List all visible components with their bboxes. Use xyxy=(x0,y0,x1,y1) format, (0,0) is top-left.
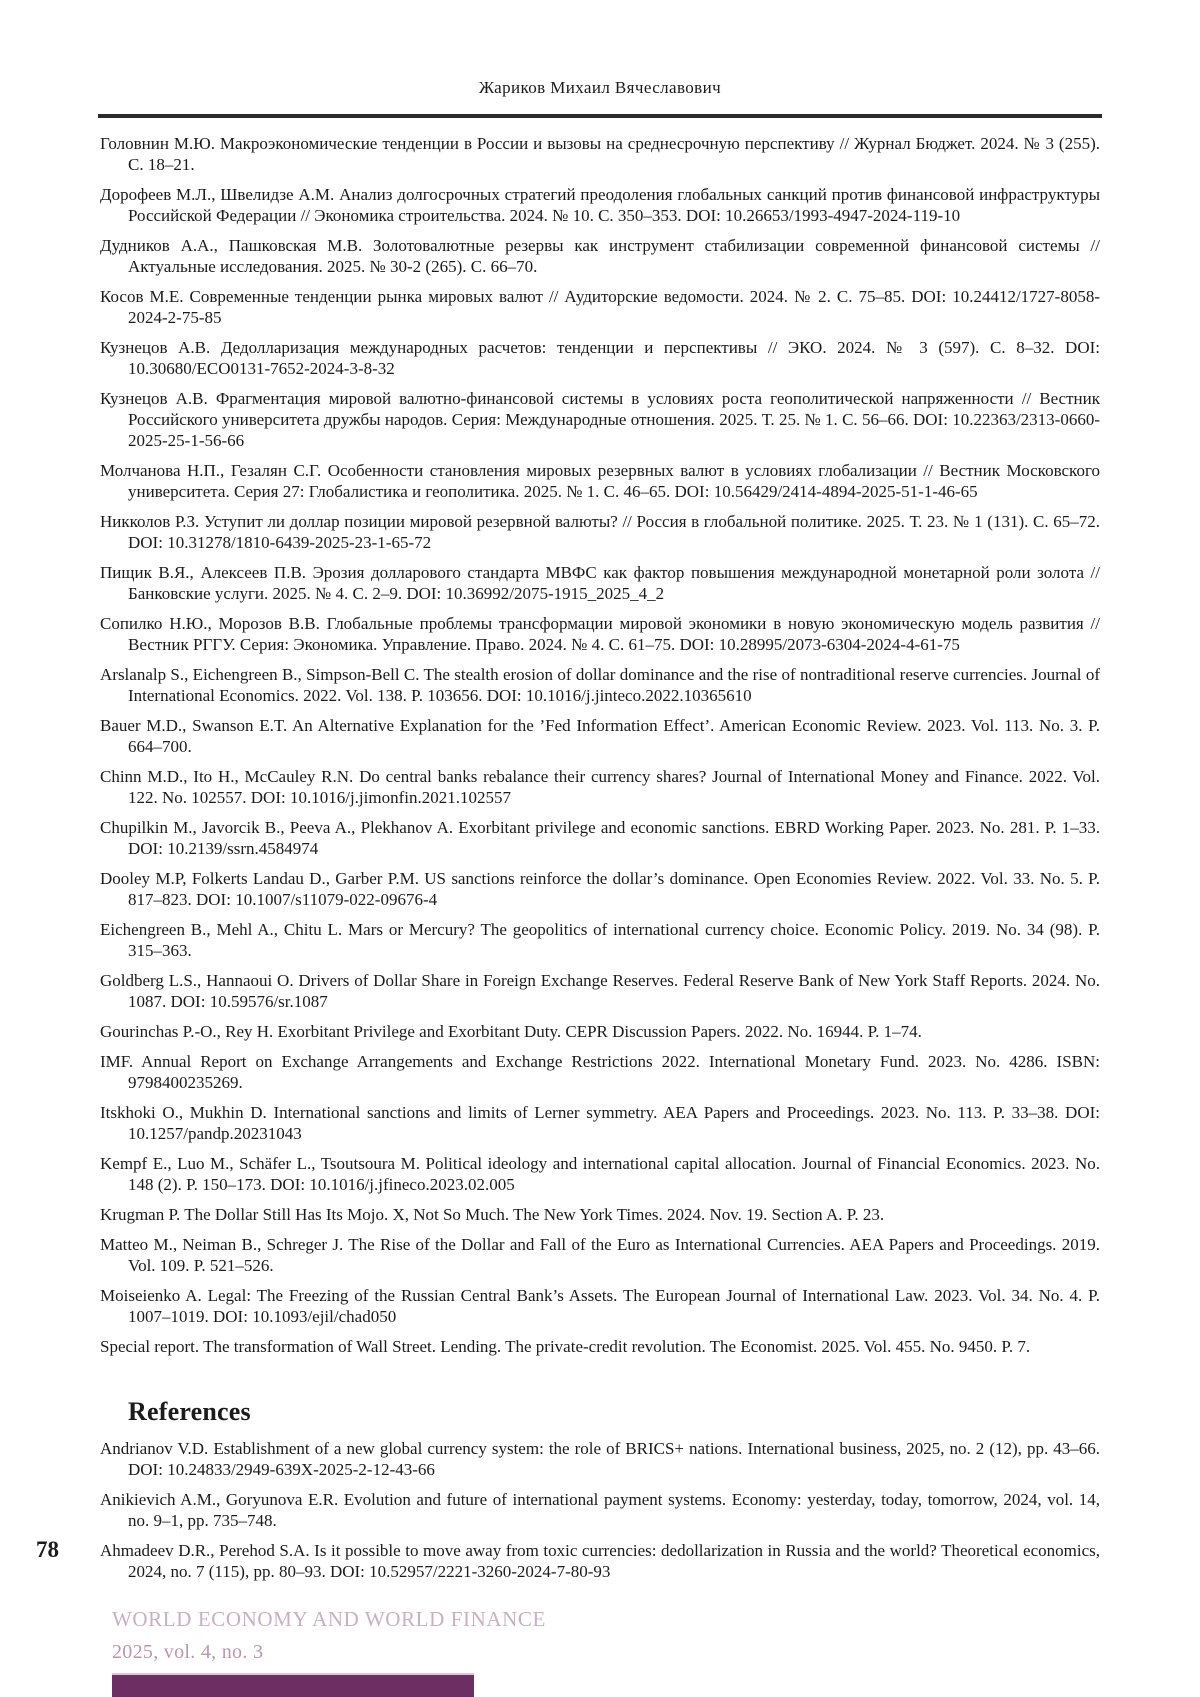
running-head-author: Жариков Михаил Вячеславович xyxy=(478,78,722,97)
reference-entry: Кузнецов А.В. Дедолларизация международных расчетов: тенденции и перспективы // ЭКО. 2024. № 3 (597). С. 8–32. DOI: 10.30680/ECO0131-7652-2024-3-8-32 xyxy=(100,337,1100,378)
reference-entry: Kempf E., Luo M., Schäfer L., Tsoutsoura M. Political ideology and international capital allocation. Journal of Financial Economics. 2023. No. 148 (2). P. 150–173. DOI: 10.1016/j.jfineco.2023.02.005 xyxy=(100,1153,1100,1194)
reference-entry: Ahmadeev D.R., Perehod S.A. Is it possible to move away from toxic currencies: dedollarization in Russia and the world? Theoretical economics, 2024, no. 7 (115), pp. 80–93. DOI: 10.52957/2221-3260-2024-7-80-93 xyxy=(100,1540,1100,1581)
footer-accent-bar xyxy=(112,1673,474,1697)
reference-entry: Косов М.Е. Современные тенденции рынка мировых валют // Аудиторские ведомости. 2024. № 2. С. 75–85. DOI: 10.24412/1727-8058-2024-2-75-85 xyxy=(100,286,1100,327)
reference-entry: Сопилко Н.Ю., Морозов В.В. Глобальные проблемы трансформации мировой экономики в новую экономическую модель развития // Вестник РГГУ. Серия: Экономика. Управление. Право. 2024. № 4. С. 61–75. DOI: 10.28995/2073-6304-2024-4-61-75 xyxy=(100,613,1100,654)
reference-entry: Eichengreen B., Mehl A., Chitu L. Mars or Mercury? The geopolitics of international currency choice. Economic Policy. 2019. No. 34 (98). P. 315–363. xyxy=(100,919,1100,960)
page-number: 78 xyxy=(36,1537,59,1562)
reference-entry: Dooley M.P, Folkerts Landau D., Garber P.M. US sanctions reinforce the dollar’s dominance. Open Economies Review. 2022. Vol. 33. No. 5. P. 817–823. DOI: 10.1007/s11079-022-09676-4 xyxy=(100,868,1100,909)
reference-entry: Chupilkin M., Javorcik B., Peeva A., Plekhanov A. Exorbitant privilege and economic sanctions. EBRD Working Paper. 2023. No. 281. P. 1–33. DOI: 10.2139/ssrn.4584974 xyxy=(100,817,1100,858)
reference-entry: Arslanalp S., Eichengreen B., Simpson-Bell C. The stealth erosion of dollar dominance and the rise of nontraditional reserve currencies. Journal of International Economics. 2022. Vol. 138. P. 103656. DOI: 10.1016/j.jinteco.2022.10365610 xyxy=(100,664,1100,705)
reference-entry: Special report. The transformation of Wall Street. Lending. The private-credit revolution. The Economist. 2025. Vol. 455. No. 9450. P. 7. xyxy=(100,1336,1031,1356)
reference-entry: Никколов Р.З. Уступит ли доллар позиции мировой резервной валюты? // Россия в глобальной политике. 2025. Т. 23. № 1 (131). С. 65–72. DOI: 10.31278/1810-6439-2025-23-1-65-72 xyxy=(100,511,1100,552)
reference-entry: Anikievich A.M., Goryunova E.R. Evolution and future of international payment systems. Economy: yesterday, today, tomorrow, 2024, vol. 14, no. 9–1, pp. 735–748. xyxy=(100,1489,1100,1530)
bibliography-list xyxy=(100,133,1100,1357)
reference-entry: Andrianov V.D. Establishment of a new global currency system: the role of BRICS+ nations. International business, 2025, no. 2 (12), pp. 43–66. DOI: 10.24833/2949-639X-2025-2-12-43-66 xyxy=(100,1438,1100,1479)
footer-journal-name: WORLD ECONOMY AND WORLD FINANCE xyxy=(112,1607,546,1631)
reference-entry: Gourinchas P.-O., Rey H. Exorbitant Privilege and Exorbitant Duty. CEPR Discussion Papers. 2022. No. 16944. P. 1–74. xyxy=(100,1021,922,1041)
reference-entry: Chinn M.D., Ito H., McCauley R.N. Do central banks rebalance their currency shares? Journal of International Money and Finance. 2022. Vol. 122. No. 102557. DOI: 10.1016/j.jimonfin.2021.102557 xyxy=(100,766,1100,807)
reference-entry: Молчанова Н.П., Гезалян С.Г. Особенности становления мировых резервных валют в условиях глобализации // Вестник Московского университета. Серия 27: Глобалистика и геополитика. 2025. № 1. С. 46–65. DOI: 10.56429/2414-4894-2025-51-1-46-65 xyxy=(100,460,1100,501)
reference-entry: Пищик В.Я., Алексеев П.В. Эрозия долларового стандарта МВФС как фактор повышения международной монетарной роли золота // Банковские услуги. 2025. № 4. С. 2–9. DOI: 10.36992/2075-1915_2025_4_2 xyxy=(100,562,1100,603)
references-heading: References xyxy=(128,1396,251,1426)
reference-entry: Кузнецов А.В. Фрагментация мировой валютно-финансовой системы в условиях роста геополитической напряженности // Вестник Российского университета дружбы народов. Серия: Международные отношения. 2025. Т. 25. № 1. С. 56–66. DOI: 10.22363/2313-0660-2025-25-1-56-66 xyxy=(100,388,1100,450)
reference-entry: Bauer M.D., Swanson E.T. An Alternative Explanation for the ’Fed Information Effect’. American Economic Review. 2023. Vol. 113. No. 3. P. 664–700. xyxy=(100,715,1100,756)
reference-entry: Moiseienko A. Legal: The Freezing of the Russian Central Bank’s Assets. The European Journal of International Law. 2023. Vol. 34. No. 4. P. 1007–1019. DOI: 10.1093/ejil/chad050 xyxy=(100,1285,1100,1326)
reference-entry: Itskhoki O., Mukhin D. International sanctions and limits of Lerner symmetry. AEA Papers and Proceedings. 2023. No. 113. P. 33–38. DOI: 10.1257/pandp.20231043 xyxy=(100,1102,1100,1143)
reference-entry: Matteo M., Neiman B., Schreger J. The Rise of the Dollar and Fall of the Euro as International Currencies. AEA Papers and Proceedings. 2019. Vol. 109. P. 521–526. xyxy=(100,1234,1100,1275)
reference-entry: Головнин М.Ю. Макроэкономические тенденции в России и вызовы на среднесрочную перспективу // Журнал Бюджет. 2024. № 3 (255). С. 18–21. xyxy=(100,133,1100,174)
references-list xyxy=(100,1438,1100,1582)
reference-entry: IMF. Annual Report on Exchange Arrangements and Exchange Restrictions 2022. International Monetary Fund. 2023. No. 4286. ISBN: 9798400235269. xyxy=(100,1051,1100,1092)
reference-entry: Goldberg L.S., Hannaoui O. Drivers of Dollar Share in Foreign Exchange Reserves. Federal Reserve Bank of New York Staff Reports. 2024. No. 1087. DOI: 10.59576/sr.1087 xyxy=(100,970,1100,1011)
page-footer xyxy=(112,1607,546,1664)
reference-entry: Krugman P. The Dollar Still Has Its Mojo. X, Not So Much. The New York Times. 2024. Nov. 19. Section A. P. 23. xyxy=(100,1204,885,1224)
bibliography-section xyxy=(100,118,1100,1582)
reference-entry: Дудников А.А., Пашковская М.В. Золотовалютные резервы как инструмент стабилизации современной финансовой системы // Актуальные исследования. 2025. № 30-2 (265). С. 66–70. xyxy=(100,235,1100,276)
reference-entry: Дорофеев М.Л., Швелидзе А.М. Анализ долгосрочных стратегий преодоления глобальных санкций против финансовой инфраструктуры Российской Федерации // Экономика строительства. 2024. № 10. С. 350–353. DOI: 10.26653/1993-4947-2024-119-10 xyxy=(100,184,1100,225)
footer-issue-info: 2025, vol. 4, no. 3 xyxy=(112,1641,264,1663)
